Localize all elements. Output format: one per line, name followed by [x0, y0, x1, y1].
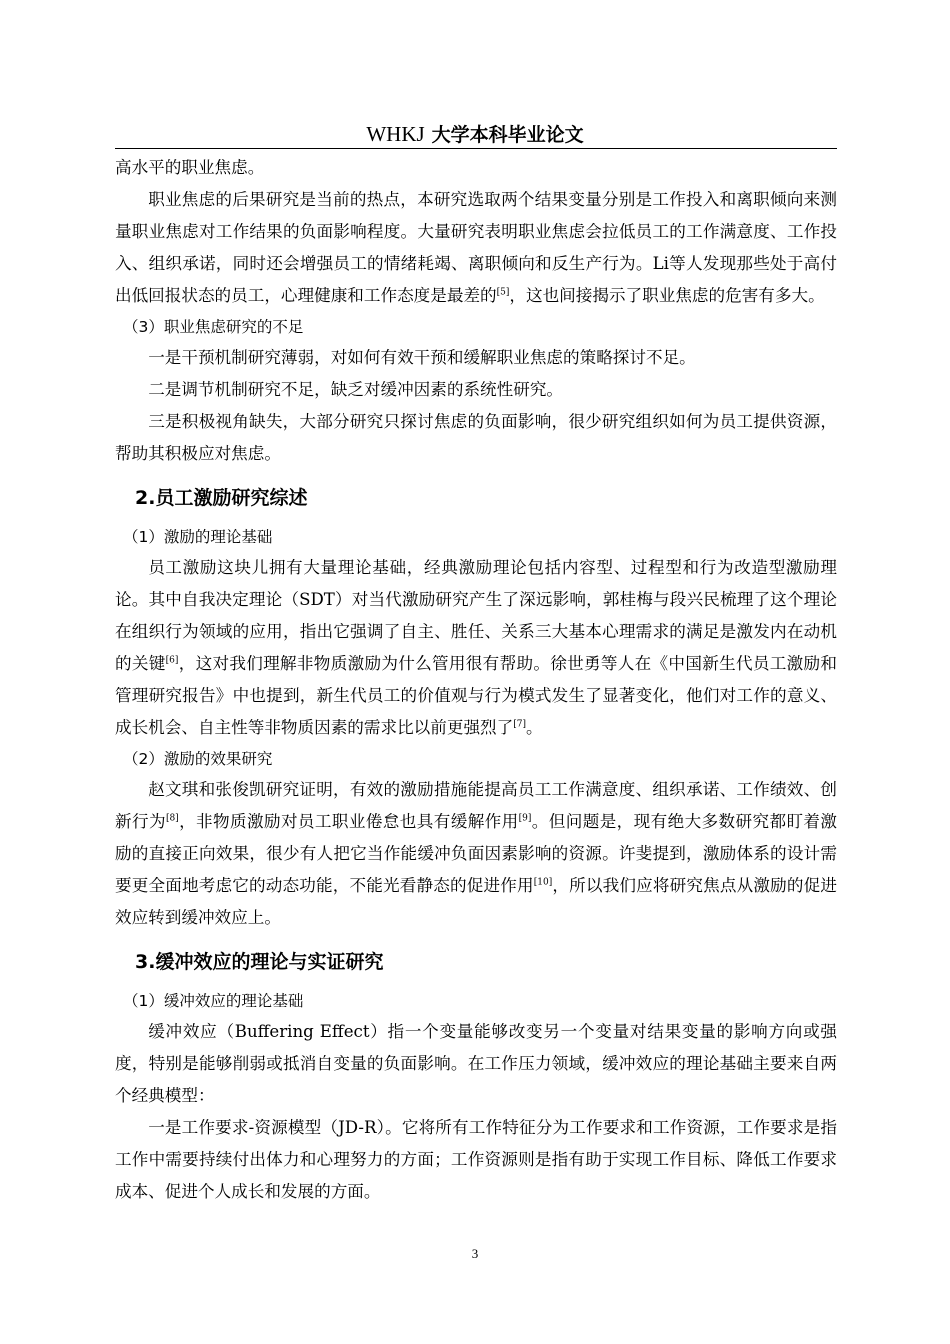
section-heading: 2.员工激励研究综述 [135, 487, 308, 509]
paragraph: 一是工作要求-资源模型（JD-R）。它将所有工作特征分为工作要求和工作资源，工作要求是指工作中需要持续付出体力和心理努力的方面；工作资源则是指有助于实现工作目标、降低工作要求成本、促进个人成长和发展的方面。 [115, 1118, 837, 1201]
paragraph: 一是干预机制研究薄弱，对如何有效干预和缓解职业焦虑的策略探讨不足。 [148, 348, 696, 367]
paragraph: 职业焦虑的后果研究是当前的热点，本研究选取两个结果变量分别是工作投入和离职倾向来测量职业焦虑对工作结果的负面影响程度。大量研究表明职业焦虑会拉低员工的工作满意度、工作投入、组织承诺，同时还会增强员工的情绪耗竭、离职倾向和反生产行为。Li等人发现那些处于高付出低回报状态的员工，心理健康和工作态度是最差的[5]，这也间接揭示了职业焦虑的危害有多大。 [115, 190, 837, 305]
citation: [9] [518, 813, 532, 824]
header-rule [115, 148, 837, 149]
header-title: 大学本科毕业论文 [431, 124, 584, 146]
header-latin: WHKJ [366, 122, 425, 146]
paragraph: 赵文琪和张俊凯研究证明，有效的激励措施能提高员工工作满意度、组织承诺、工作绩效、创新行为[8]，非物质激励对员工职业倦怠也具有缓解作用[9]。但问题是，现有绝大多数研究都盯着激励的直接正向效果，很少有人把它当作能缓冲负面因素影响的资源。许斐提到，激励体系的设计需要更全面地考虑它的动态功能，不能光看静态的促进作用[10]，所以我们应将研究焦点从激励的促进效应转到缓冲效应上。 [115, 780, 838, 927]
subheading: （1）缓冲效应的理论基础 [123, 992, 304, 1010]
document-body [115, 152, 837, 1208]
paragraph: 员工激励这块儿拥有大量理论基础，经典激励理论包括内容型、过程型和行为改造型激励理论。其中自我决定理论（SDT）对当代激励研究产生了深远影响，郭桂梅与段兴民梳理了这个理论在组织行为领域的应用，指出它强调了自主、胜任、关系三大基本心理需求的满足是激发内在动机的关键[6]，这对我们理解非物质激励为什么管用很有帮助。徐世勇等人在《中国新生代员工激励和管理研究报告》中也提到，新生代员工的价值观与行为模式发生了显著变化，他们对工作的意义、成长机会、自主性等非物质因素的需求比以前更强烈了[7]。 [115, 558, 838, 737]
section-heading: 3.缓冲效应的理论与实证研究 [135, 951, 384, 973]
subheading: （3）职业焦虑研究的不足 [123, 318, 304, 336]
paragraph: 三是积极视角缺失，大部分研究只探讨焦虑的负面影响，很少研究组织如何为员工提供资源，帮助其积极应对焦虑。 [115, 412, 837, 463]
citation: [6] [165, 655, 179, 666]
subheading: （1）激励的理论基础 [123, 528, 273, 546]
citation: [5] [496, 287, 510, 298]
citation: [7] [513, 719, 526, 730]
subheading: （2）激励的效果研究 [123, 750, 273, 768]
paragraph: 二是调节机制研究不足，缺乏对缓冲因素的系统性研究。 [148, 380, 564, 399]
paragraph: 高水平的职业焦虑。 [115, 158, 265, 177]
page-number: 3 [471, 1246, 479, 1261]
citation: [8] [165, 813, 179, 824]
page-header [0, 120, 950, 147]
citation: [10] [533, 877, 553, 888]
paragraph: 缓冲效应（Buffering Effect）指一个变量能够改变另一个变量对结果变量的影响方向或强度，特别是能够削弱或抵消自变量的负面影响。在工作压力领域，缓冲效应的理论基础主要来自两个经典模型： [115, 1022, 837, 1105]
